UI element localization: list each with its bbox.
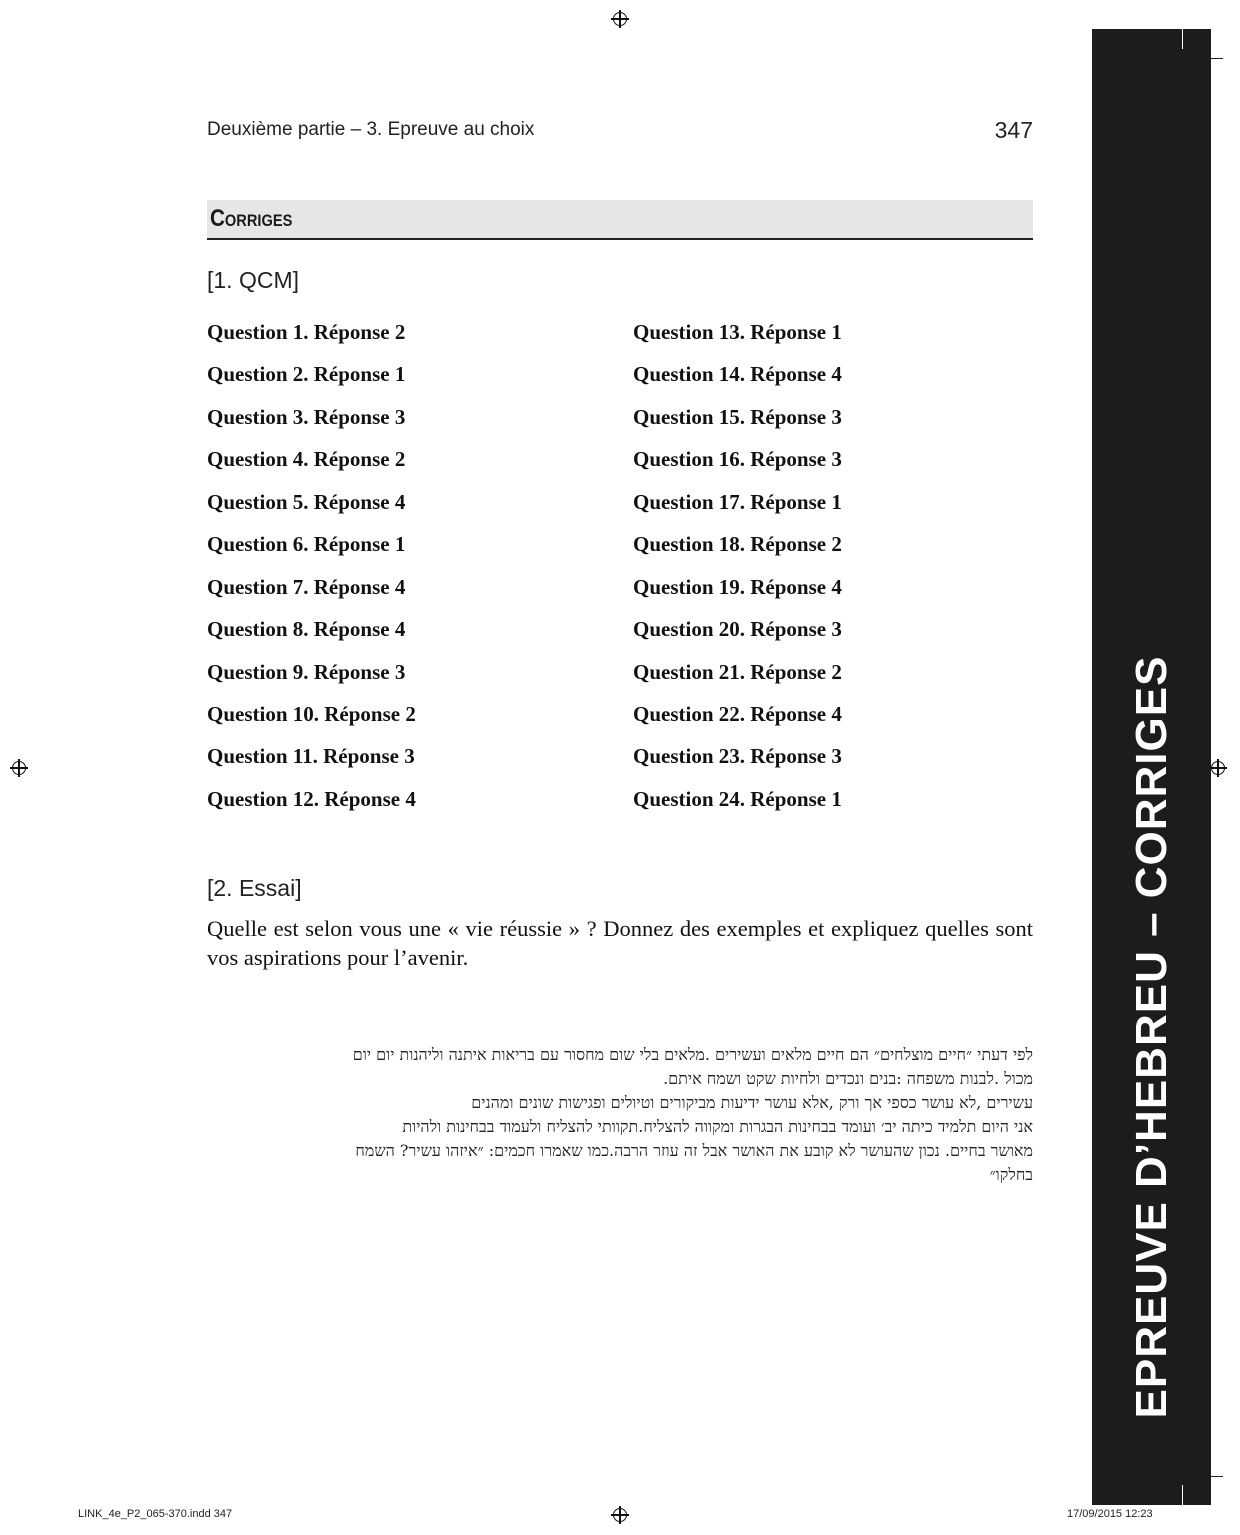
answer-item: Question 4. Réponse 2 bbox=[207, 447, 406, 472]
crop-mark bbox=[1211, 58, 1223, 59]
essai-label: [2. Essai] bbox=[207, 875, 302, 901]
hebrew-line: בחלקו״ bbox=[989, 1165, 1033, 1184]
running-title: Deuxième partie – 3. Epreuve au choix bbox=[207, 119, 535, 140]
answer-item: Question 8. Réponse 4 bbox=[207, 617, 406, 642]
answer-item: Question 20. Réponse 3 bbox=[633, 617, 842, 642]
crop-mark bbox=[1182, 29, 1183, 49]
side-tab-text: EPREUVE D’HEBREU – CORRIGES bbox=[1126, 655, 1176, 1419]
registration-mark-left bbox=[12, 761, 26, 775]
print-slug-file: LINK_4e_P2_065-370.indd 347 bbox=[78, 1508, 233, 1520]
hebrew-line: לפי דעתי ״חיים מוצלחים״ הם חיים מלאים ועשירים .מלאים בלי שום מחסור עם בריאות איתנה וליהנות יום יום bbox=[352, 1045, 1033, 1064]
registration-mark-bottom bbox=[613, 1508, 627, 1522]
hebrew-essay bbox=[207, 1043, 1033, 1187]
running-header bbox=[207, 117, 1033, 147]
hebrew-line: מאושר בחיים. נכון שהעושר לא קובע את האושר אבל זה עוזר הרבה.כמו שאמרו חכמים: ״איזהו עשיר? השמח bbox=[355, 1141, 1033, 1160]
crop-mark bbox=[1182, 1485, 1183, 1505]
answer-item: Question 22. Réponse 4 bbox=[633, 701, 842, 726]
answer-item: Question 23. Réponse 3 bbox=[633, 744, 842, 769]
answer-item: Question 5. Réponse 4 bbox=[207, 489, 406, 514]
section-title: Corriges bbox=[210, 205, 293, 232]
page-number: 347 bbox=[994, 117, 1033, 143]
answer-item: Question 7. Réponse 4 bbox=[207, 574, 406, 599]
hebrew-line: מכול .לבנות משפחה :בנים ונכדים ולחיות שקט ושמח איתם. bbox=[663, 1069, 1033, 1088]
answer-item: Question 2. Réponse 1 bbox=[207, 362, 406, 387]
answer-item: Question 14. Réponse 4 bbox=[633, 362, 842, 387]
answer-item: Question 6. Réponse 1 bbox=[207, 532, 406, 557]
qcm-label: [1. QCM] bbox=[207, 267, 300, 293]
answer-item: Question 11. Réponse 3 bbox=[207, 744, 415, 769]
crop-mark bbox=[1211, 1476, 1223, 1477]
answer-item: Question 21. Réponse 2 bbox=[633, 659, 842, 684]
answer-item: Question 3. Réponse 3 bbox=[207, 404, 406, 429]
answer-item: Question 19. Réponse 4 bbox=[633, 574, 842, 599]
answer-item: Question 1. Réponse 2 bbox=[207, 320, 406, 344]
answer-item: Question 15. Réponse 3 bbox=[633, 404, 842, 429]
side-tab bbox=[1092, 29, 1211, 1505]
hebrew-line: עשירים ,לא עושר כספי אך ורק ,אלא עושר ידיעות מביקורים וטיולים ופגישות שונים ומהנים bbox=[471, 1093, 1033, 1112]
answer-item: Question 17. Réponse 1 bbox=[633, 489, 842, 514]
answer-item: Question 18. Réponse 2 bbox=[633, 532, 842, 557]
answer-item: Question 9. Réponse 3 bbox=[207, 659, 406, 684]
answer-item: Question 12. Réponse 4 bbox=[207, 786, 416, 811]
print-slug-datetime: 17/09/2015 12:23 bbox=[1067, 1508, 1153, 1520]
registration-mark-top bbox=[613, 12, 627, 26]
essai-prompt: Quelle est selon vous une « vie réussie » ? Donnez des exemples et expliquez quelles sont vos aspirations pour l’avenir. bbox=[207, 916, 1033, 970]
answers-right-column bbox=[633, 318, 1013, 827]
answer-item: Question 10. Réponse 2 bbox=[207, 701, 416, 726]
answers-left-column bbox=[207, 318, 587, 827]
hebrew-line: אני היום תלמיד כיתה יב׳ ועומד בבחינות הבגרות ומקווה להצליח.תקוותי להצליח ולעמוד בבחינות ולהיות bbox=[402, 1117, 1033, 1136]
answer-item: Question 24. Réponse 1 bbox=[633, 786, 842, 811]
answer-item: Question 16. Réponse 3 bbox=[633, 447, 842, 472]
registration-mark-right bbox=[1211, 761, 1225, 775]
section-title-bar bbox=[207, 200, 1033, 240]
answer-item: Question 13. Réponse 1 bbox=[633, 320, 842, 344]
